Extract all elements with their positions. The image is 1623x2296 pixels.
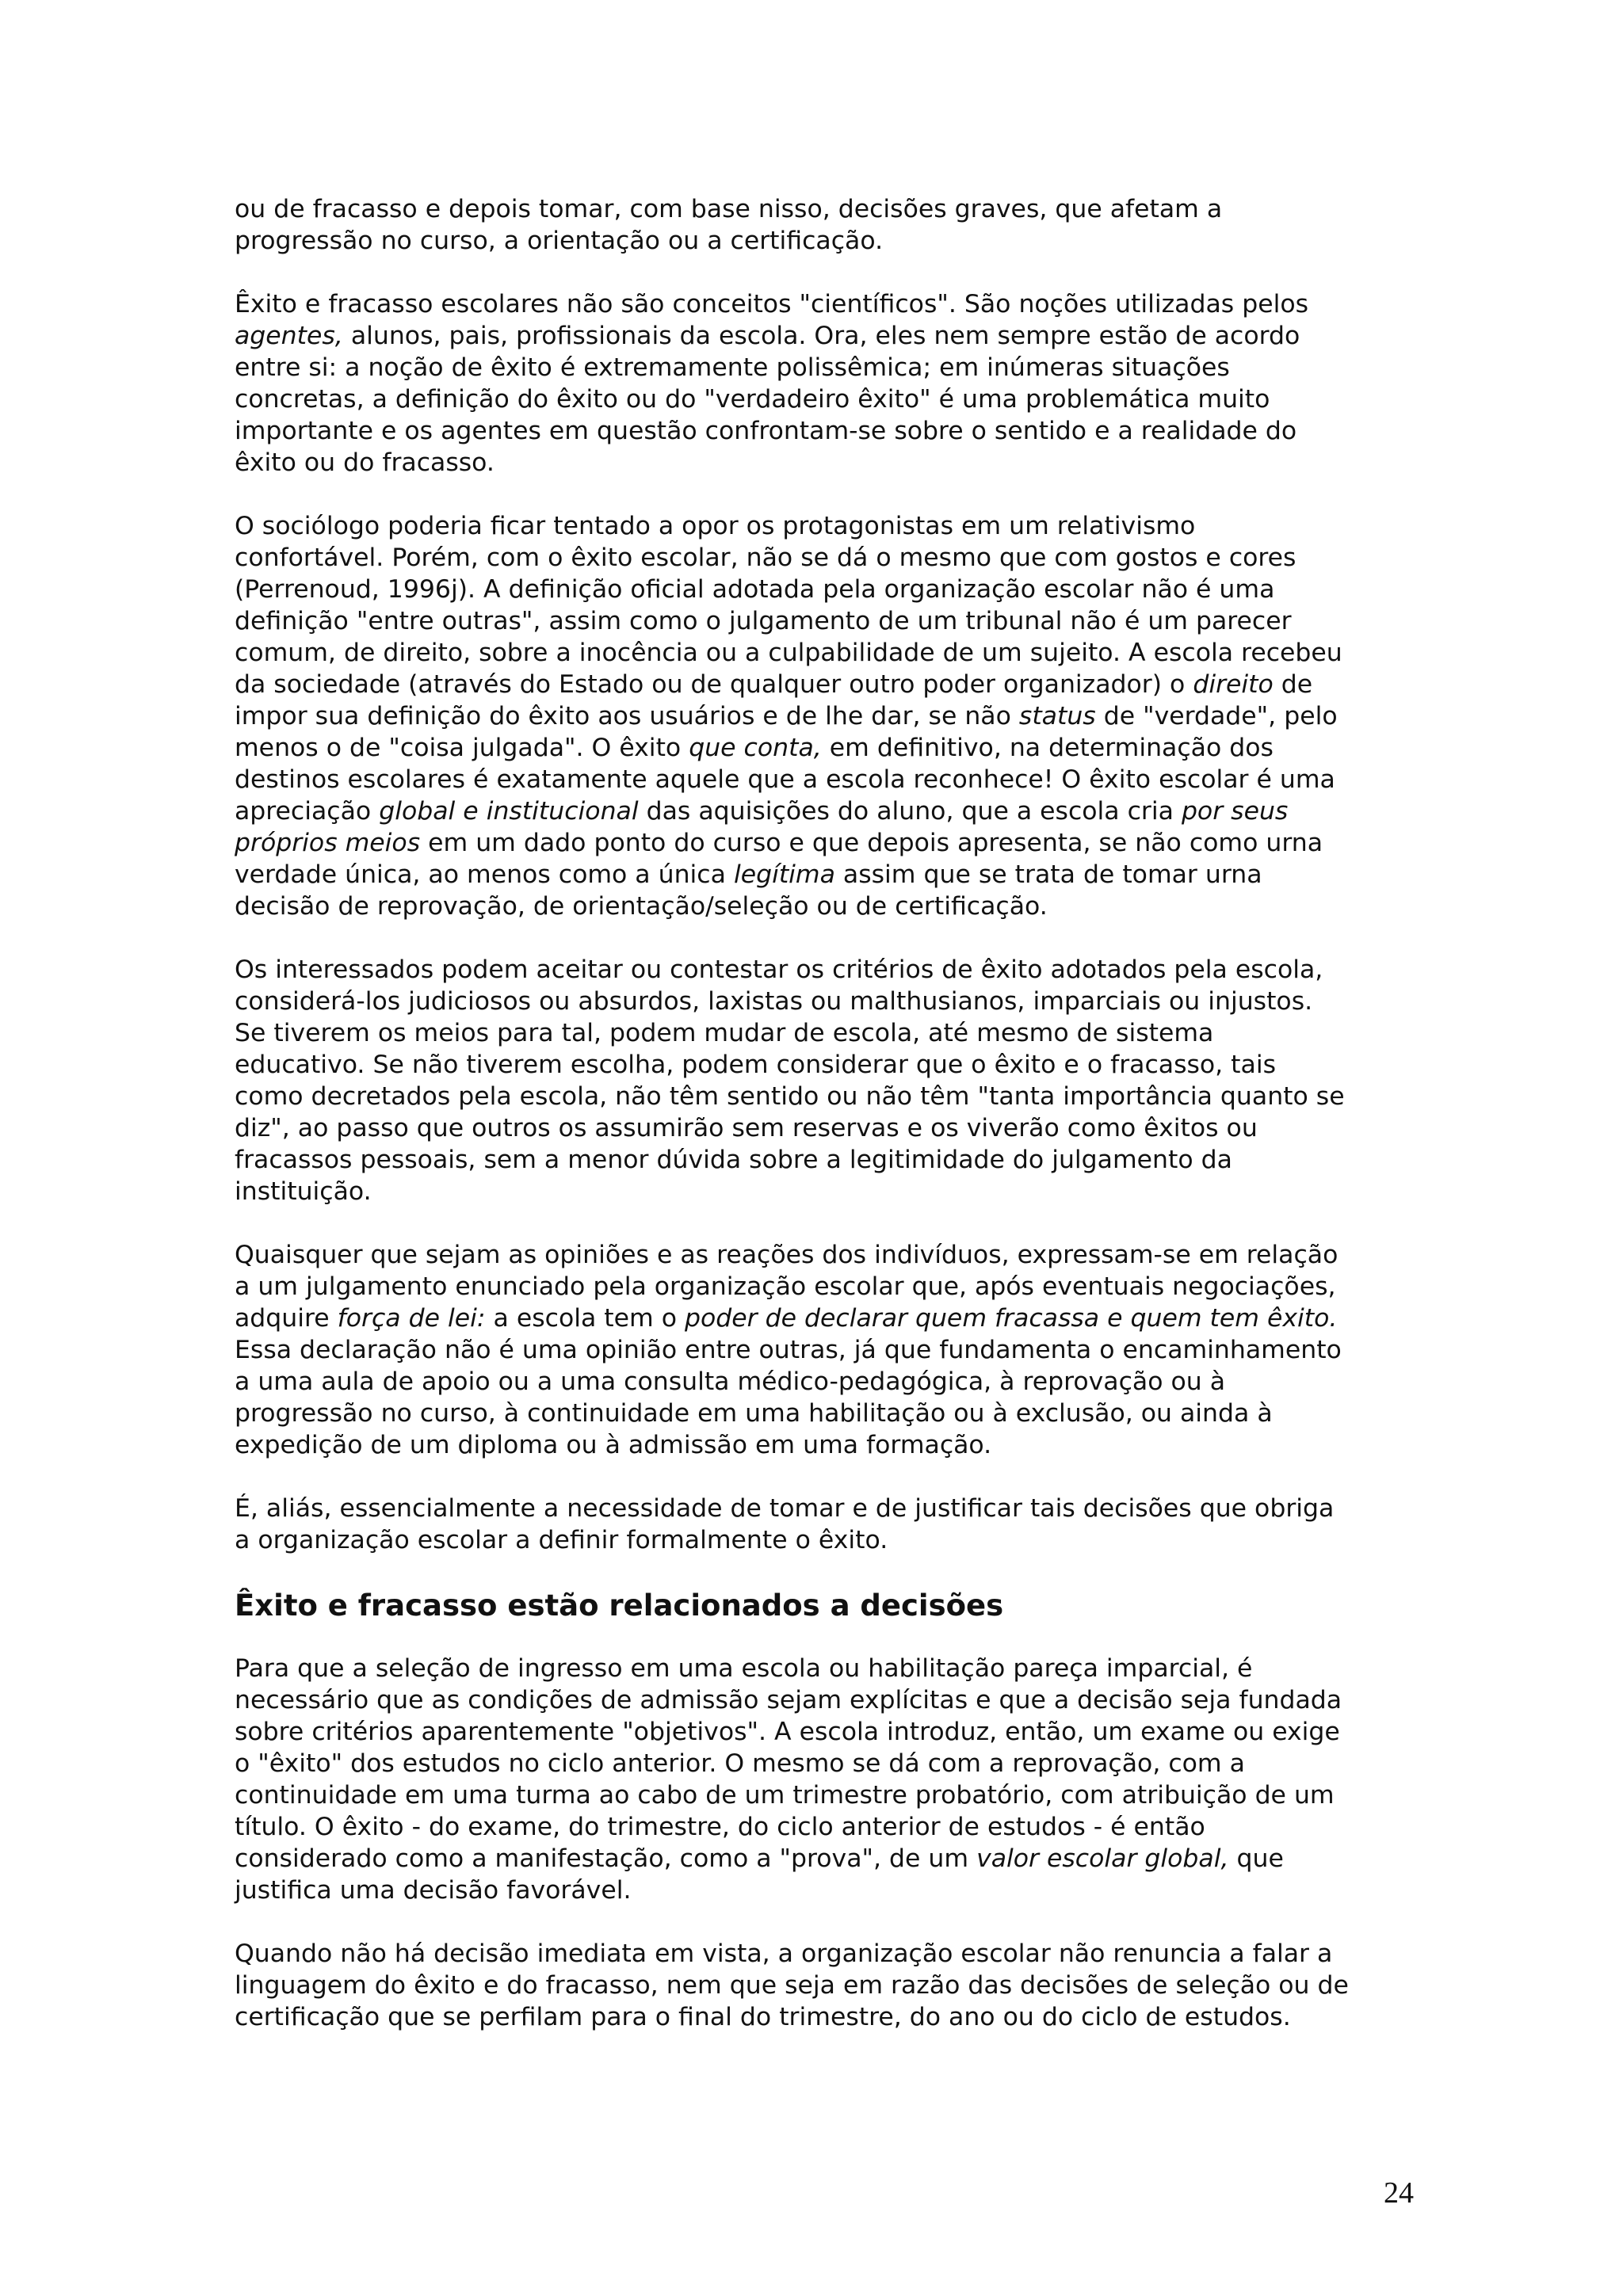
page-body <box>235 193 1414 2065</box>
paragraph-text: Para que a seleção de ingresso em uma escola ou habilitação pareça imparcial, é necessário que as condições de admissão sejam explícitas e que a decisão seja fundada sobre critérios aparentemente "objetivos". A escola introduz, então, um exame ou exige o "êxito" dos estudos no ciclo anterior. O mesmo se dá com a reprovação, com a continuidade em uma turma ao cabo de um trimestre probatório, com atribuição de um título. O êxito - do exame, do trimestre, do ciclo anterior de estudos - é então considerado como a manifestação, como a "prova", de um <box>235 1654 1342 1873</box>
paragraph <box>235 288 1414 479</box>
paragraph <box>235 1653 1414 1906</box>
paragraph-text: alunos, pais, profissionais da escola. Ora, eles nem sempre estão de acordo entre si: a noção de êxito é extremamente polissêmica; em inúmeras situações concretas, a definição do êxito ou do "verdadeiro êxito" é uma problemática muito importante e os agentes em questão confrontam-se sobre o sentido e a realidade do êxito ou do fracasso. <box>235 322 1300 477</box>
italic-text: por seus próprios meios <box>235 797 1289 857</box>
paragraph-text: de impor sua definição do êxito aos usuários e de lhe dar, se não <box>235 670 1313 730</box>
italic-text: que conta, <box>689 734 822 762</box>
paragraph-text: em definitivo, na determinação dos destinos escolares é exatamente aquele que a escola reconhece! O êxito escolar é uma apreciação <box>235 734 1335 826</box>
paragraph <box>235 1239 1414 1461</box>
paragraph <box>235 510 1414 922</box>
page-number: 24 <box>1384 2176 1414 2210</box>
italic-text: legítima <box>733 860 835 889</box>
paragraph-text: ou de fracasso e depois tomar, com base nisso, decisões graves, que afetam a progressão no curso, a orientação ou a certificação. <box>235 195 1223 255</box>
paragraph-text: em um dado ponto do curso e que depois apresenta, se não como urna verdade única, ao menos como a única <box>235 829 1323 889</box>
paragraph-text: das aquisições do aluno, que a escola cria <box>638 797 1182 826</box>
paragraph-text: Os interessados podem aceitar ou contestar os critérios de êxito adotados pela escola, considerá-los judiciosos ou absurdos, laxistas ou malthusianos, imparciais ou injustos. Se tiverem os meios para tal, podem mudar de escola, até mesmo de sistema educativo. Se não tiverem escolha, podem considerar que o êxito e o fracasso, tais como decretados pela escola, não têm sentido ou não têm "tanta importância quanto se diz", ao passo que outros os assumirão sem reservas e os viverão como êxitos ou fracassos pessoais, sem a menor dúvida sobre a legitimidade do julgamento da instituição. <box>235 955 1345 1206</box>
paragraph-text: O sociólogo poderia ficar tentado a opor os protagonistas em um relativismo confortável. Porém, com o êxito escolar, não se dá o mesmo que com gostos e cores (Perrenoud, 1996j). A definição oficial adotada pela organização escolar não é uma definição "entre outras", assim como o julgamento de um tribunal não é um parecer comum, de direito, sobre a inocência ou a culpabilidade de um sujeito. A escola recebeu da sociedade (através do Estado ou de qualquer outro poder organizador) o <box>235 512 1342 699</box>
italic-text: poder de declarar quem fracassa e quem tem êxito. <box>685 1304 1338 1333</box>
italic-text: global e institucional <box>379 797 639 826</box>
paragraph-text: É, aliás, essencialmente a necessidade de tomar e de justificar tais decisões que obriga a organização escolar a definir formalmente o êxito. <box>235 1494 1335 1554</box>
italic-text: direito <box>1193 670 1274 699</box>
paragraph-text: que justifica uma decisão favorável. <box>235 1844 1284 1905</box>
paragraph <box>235 1493 1414 1556</box>
paragraph-text: Êxito e fracasso escolares não são conceitos "científicos". São noções utilizadas pelos <box>235 290 1309 318</box>
paragraph <box>235 193 1414 257</box>
italic-text: valor escolar global, <box>976 1844 1229 1873</box>
italic-text: força de lei: <box>337 1304 486 1333</box>
paragraph-text: assim que se trata de tomar urna decisão de reprovação, de orientação/seleção ou de certificação. <box>235 860 1262 921</box>
paragraph-text: Quando não há decisão imediata em vista, a organização escolar não renuncia a falar a linguagem do êxito e do fracasso, nem que seja em razão das decisões de seleção ou de certificação que se perfilam para o final do trimestre, do ano ou do ciclo de estudos. <box>235 1939 1349 2031</box>
section-heading: Êxito e fracasso estão relacionados a decisões <box>235 1589 1004 1623</box>
paragraph <box>235 954 1414 1207</box>
paragraph-text: Quaisquer que sejam as opiniões e as reações dos indivíduos, expressam-se em relação a um julgamento enunciado pela organização escolar que, após eventuais negociações, adquire <box>235 1241 1338 1333</box>
italic-text: agentes, <box>235 322 343 350</box>
paragraphs-before-heading <box>235 193 1414 1556</box>
paragraph-text: Essa declaração não é uma opinião entre outras, já que fundamenta o encaminhamento a uma aula de apoio ou a uma consulta médico-pedagógica, à reprovação ou à progressão no curso, à continuidade em uma habilitação ou à exclusão, ou ainda à expedição de um diploma ou à admissão em uma formação. <box>235 1336 1342 1459</box>
paragraphs-after-heading <box>235 1653 1414 2033</box>
paragraph <box>235 1938 1414 2033</box>
paragraph-text: de "verdade", pelo menos o de "coisa julgada". O êxito <box>235 702 1338 762</box>
italic-text: status <box>1018 702 1096 730</box>
paragraph-text: a escola tem o <box>485 1304 685 1333</box>
